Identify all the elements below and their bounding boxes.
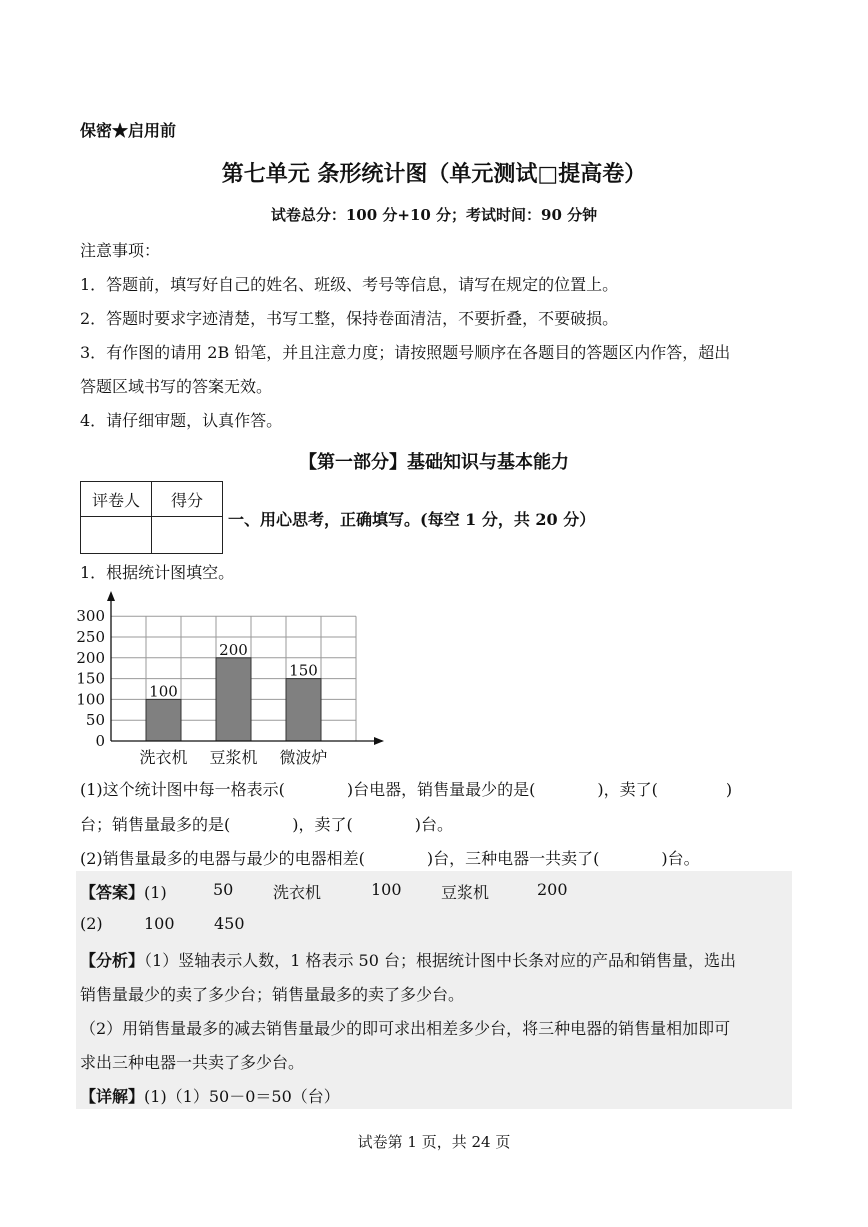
answer-item: 100 (371, 880, 402, 899)
notes-heading: 注意事项： (80, 241, 161, 260)
notes-item: 答题区域书写的答案无效。 (80, 377, 273, 396)
q2-text-b: )台，三种电器一共卖了( (426, 849, 600, 868)
analysis-line: 求出三种电器一共卖了多少台。 (80, 1053, 305, 1072)
bar (216, 658, 251, 741)
answer-item: 100 (144, 914, 175, 933)
q1-text-b: )台电器，销售量最少的是( (346, 780, 536, 799)
answer-item: 450 (214, 914, 245, 933)
notes-item: 4．请仔细审题，认真作答。 (80, 411, 283, 430)
page-footer: 试卷第 1 页，共 24 页 (357, 1133, 511, 1151)
analysis-line (80, 948, 736, 971)
question-1-line-2 (80, 812, 453, 835)
data-label: 200 (219, 640, 248, 659)
bar (286, 679, 321, 741)
detail-line (80, 1084, 340, 1107)
y-tick-label: 100 (76, 690, 105, 709)
q1-text-g: )台。 (414, 815, 453, 834)
q2-text-a: (2)销售量最多的电器与最少的电器相差( (80, 849, 365, 868)
y-tick-label: 0 (95, 732, 105, 750)
answer-item: 50 (213, 880, 234, 899)
y-tick-label: 50 (85, 711, 105, 730)
data-label: 100 (149, 682, 178, 701)
y-tick-label: 250 (76, 628, 105, 646)
analysis-line: 销售量最少的卖了多少台；销售量最多的卖了多少台。 (80, 985, 465, 1004)
answer-item: 豆浆机 (441, 883, 490, 902)
score-header: 得分 (152, 482, 223, 517)
detail-text: (1)（1）50－0＝50（台） (144, 1087, 340, 1106)
confidential-label: 保密★启用前 (80, 121, 177, 140)
part-title: 一、用心思考，正确填写。(每空 1 分，共 20 分） (228, 510, 596, 529)
notes-item: 1．答题前，填写好自己的姓名、班级、考号等信息，请写在规定的位置上。 (80, 275, 619, 294)
answer-item: 200 (537, 880, 568, 899)
x-tick-label: 微波炉 (279, 748, 328, 767)
answer-item: 洗衣机 (273, 883, 322, 902)
grader-header: 评卷人 (81, 482, 152, 517)
y-axis-arrow (107, 591, 115, 601)
notes-item: 3．有作图的请用 2B 铅笔，并且注意力度；请按照题号顺序在各题目的答题区内作答，超出 (80, 343, 731, 362)
page-title: 第七单元 条形统计图（单元测试□提高卷） (221, 161, 647, 187)
analysis-line: （2）用销售量最多的减去销售量最少的即可求出相差多少台，将三种电器的销售量相加即可 (80, 1019, 731, 1038)
answer-item: (1) (144, 883, 167, 902)
y-tick-label: 300 (76, 607, 105, 626)
question-2 (80, 846, 700, 869)
answer-label: 【答案】 (80, 883, 145, 902)
q1-text-f: )，卖了( (292, 815, 353, 834)
x-tick-label: 豆浆机 (209, 748, 258, 767)
notes-item: 2．答题时要求字迹清楚，书写工整，保持卷面清洁，不要折叠，不要破损。 (80, 309, 619, 328)
y-tick-label: 150 (76, 669, 105, 688)
grader-cell[interactable] (81, 517, 152, 554)
grader-table (80, 481, 223, 554)
analysis-label: 【分析】 (80, 951, 145, 970)
x-tick-label: 洗衣机 (139, 748, 188, 767)
q1-text-d: ) (725, 780, 733, 799)
section-title: 【第一部分】基础知识与基本能力 (299, 452, 569, 473)
question-prompt: 1．根据统计图填空。 (80, 563, 235, 582)
score-cell[interactable] (152, 517, 223, 554)
q1-text-a: (1)这个统计图中每一格表示( (80, 780, 285, 799)
q1-text-e: 台；销售量最多的是( (80, 815, 231, 834)
question-1-line-1 (80, 777, 732, 800)
answer-item: (2) (80, 914, 103, 933)
q1-text-c: )，卖了( (597, 780, 658, 799)
q2-text-c: )台。 (661, 849, 700, 868)
bar-chart (75, 590, 395, 770)
data-label: 150 (289, 661, 318, 680)
answer-row-1 (80, 880, 167, 903)
y-tick-label: 200 (76, 648, 105, 667)
exam-info: 试卷总分：100 分+10 分；考试时间：90 分钟 (270, 206, 598, 224)
analysis-text: （1）竖轴表示人数，1 格表示 50 台；根据统计图中长条对应的产品和销售量，选出 (144, 951, 736, 970)
bar (146, 699, 181, 741)
x-axis-arrow (374, 737, 384, 745)
detail-label: 【详解】 (80, 1087, 145, 1106)
